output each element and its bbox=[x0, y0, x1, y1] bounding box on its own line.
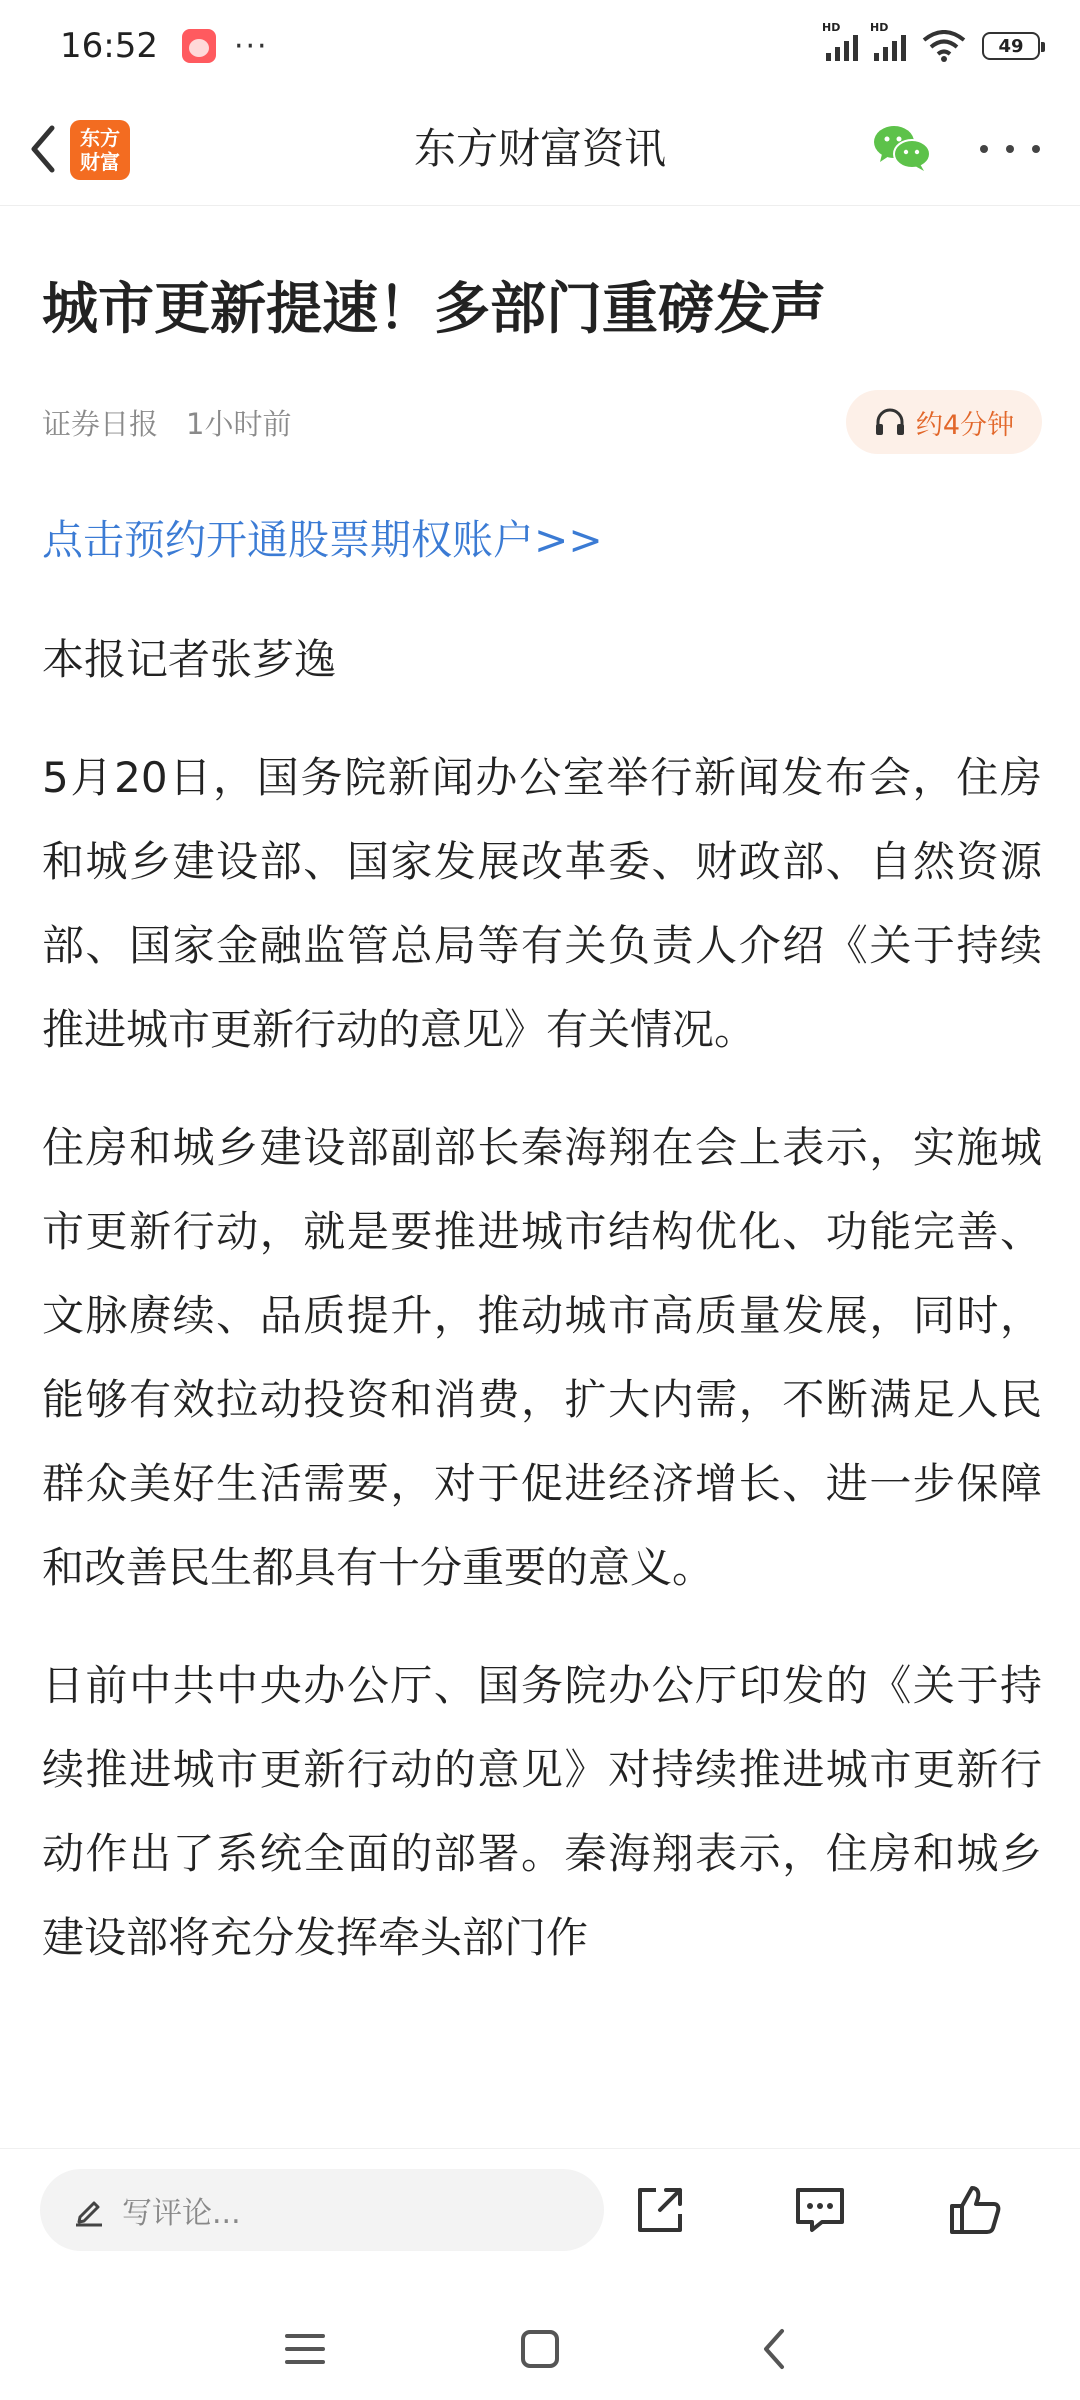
bottom-action-bar bbox=[0, 2148, 1080, 2289]
battery-level: 49 bbox=[998, 35, 1024, 57]
listen-audio-button[interactable] bbox=[846, 390, 1042, 454]
home-square-icon bbox=[520, 2329, 560, 2369]
nav-bar bbox=[0, 92, 1080, 206]
wechat-icon bbox=[872, 122, 932, 174]
system-back-button[interactable] bbox=[750, 2324, 800, 2374]
signal-icon-2: HD bbox=[874, 31, 906, 61]
status-time: 16:52 bbox=[60, 26, 158, 66]
back-button[interactable] bbox=[18, 119, 68, 179]
wifi-icon bbox=[922, 30, 966, 62]
battery-icon bbox=[982, 32, 1040, 60]
system-nav-bar bbox=[0, 2288, 1080, 2400]
comment-icon bbox=[792, 2184, 848, 2236]
audio-duration-label: 约4分钟 bbox=[915, 409, 1015, 441]
more-icon bbox=[980, 145, 988, 153]
comment-input[interactable] bbox=[40, 2169, 604, 2251]
menu-icon bbox=[285, 2332, 325, 2366]
article-paragraph: 住房和城乡建设部副部长秦海翔在会上表示，实施城市更新行动，就是要推进城市结构优化、功能完善、文脉赓续、品质提升，推动城市高质量发展，同时，能够有效拉动投资和消费，扩大内需，不断满足人民群众美好生活需要，对于促进经济增长、进一步保障和改善民生都具有十分重要的意义。 bbox=[42, 1123, 1042, 1592]
home-button[interactable] bbox=[515, 2324, 565, 2374]
page-title: 东方财富资讯 bbox=[413, 124, 666, 173]
article-paragraph: 日前中共中央办公厅、国务院办公厅印发的《关于持续推进城市更新行动的意见》对持续推进城市更新行动作出了系统全面的部署。秦海翔表示，住房和城乡建设部将充分发挥牵头部门作 bbox=[42, 1661, 1042, 1962]
article-source: 证券日报 bbox=[42, 406, 159, 441]
status-indicators bbox=[822, 21, 1040, 62]
comments-button[interactable] bbox=[785, 2175, 855, 2245]
comment-placeholder: 写评论... bbox=[122, 2196, 241, 2231]
like-button[interactable] bbox=[940, 2175, 1010, 2245]
recents-button[interactable] bbox=[280, 2324, 330, 2374]
open-options-account-link[interactable]: 点击预约开通股票期权账户>> bbox=[42, 516, 603, 564]
article-author: 本报记者张芗逸 bbox=[42, 635, 337, 684]
more-options-button[interactable] bbox=[980, 132, 1040, 166]
brand-logo: 东方 财富 bbox=[70, 120, 130, 180]
status-bar bbox=[0, 0, 1080, 92]
notification-app-icon bbox=[182, 29, 216, 63]
headphones-icon bbox=[874, 407, 906, 437]
share-button[interactable] bbox=[625, 2175, 695, 2245]
share-icon bbox=[634, 2184, 686, 2236]
signal-icon: HD bbox=[826, 31, 858, 61]
article-paragraph: 5月20日，国务院新闻办公室举行新闻发布会，住房和城乡建设部、国家发展改革委、财政部、自然资源部、国家金融监管总局等有关负责人介绍《关于持续推进城市更新行动的意见》有关情况。 bbox=[42, 753, 1042, 1054]
thumbs-up-icon bbox=[948, 2184, 1002, 2236]
back-chevron-icon bbox=[760, 2327, 790, 2371]
notification-more-icon: ··· bbox=[233, 28, 269, 64]
article-content bbox=[42, 206, 1042, 1980]
back-arrow-icon bbox=[28, 124, 58, 174]
wechat-share-button[interactable] bbox=[872, 122, 932, 174]
pencil-icon bbox=[72, 2193, 106, 2227]
article-meta bbox=[42, 390, 1042, 454]
article-title: 城市更新提速！多部门重磅发声 bbox=[42, 277, 826, 342]
article-time: 1小时前 bbox=[186, 406, 292, 441]
